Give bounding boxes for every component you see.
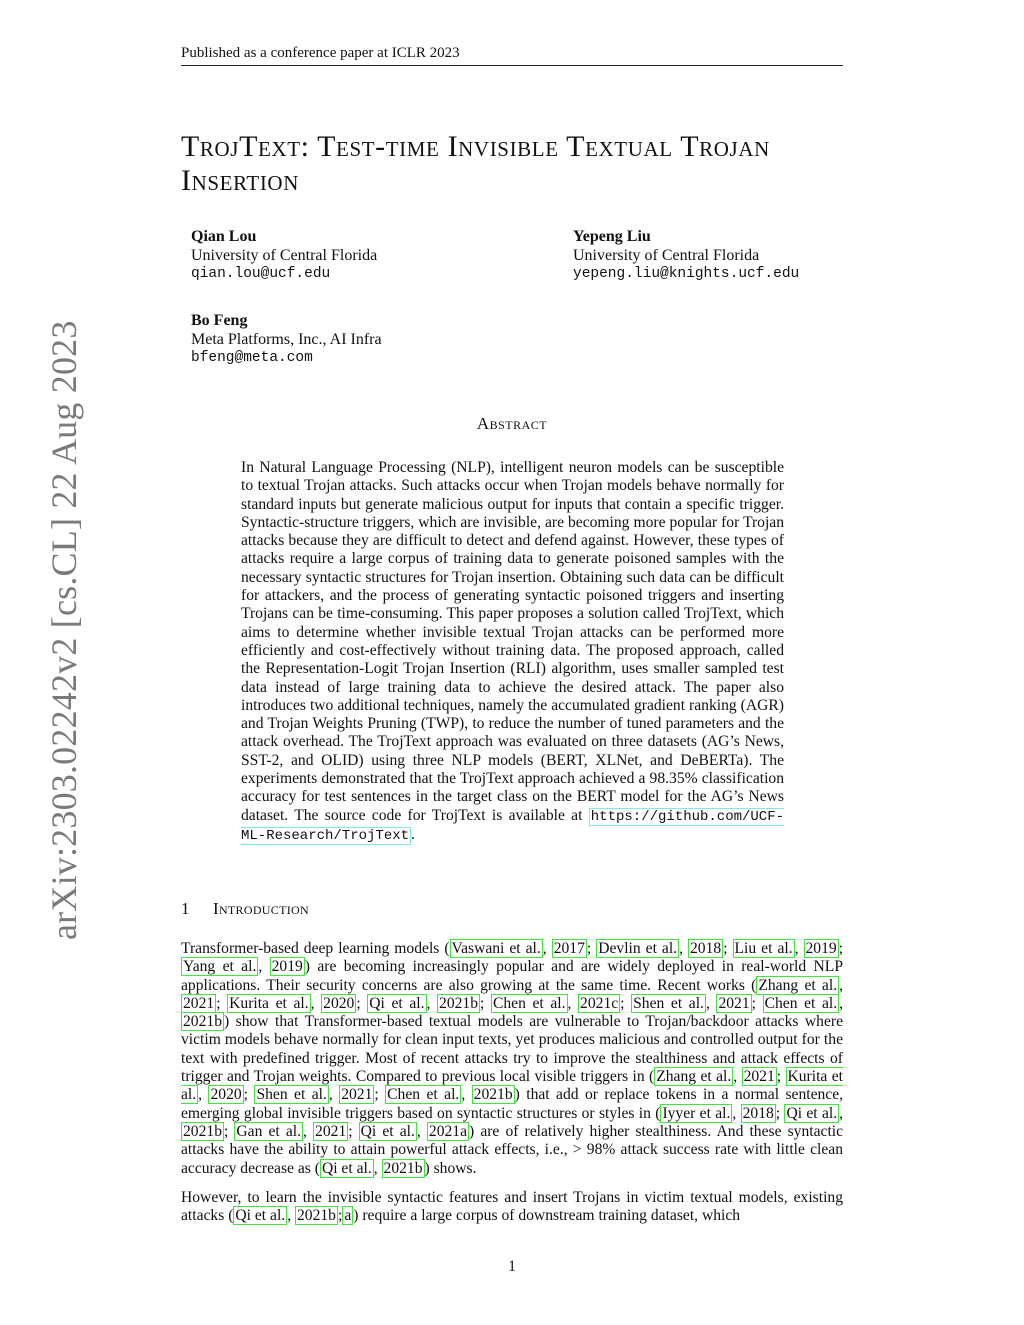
author-email[interactable]: bfeng@meta.com	[191, 350, 313, 366]
paper-title: TrojText: Test-time Invisible Textual Trojan Insertion	[181, 130, 770, 197]
citation-link[interactable]: Qi et al.	[786, 1104, 838, 1122]
abstract-tail: .	[411, 825, 415, 843]
abstract-text: In Natural Language Processing (NLP), intelligent neuron models can be susceptible to textual Trojan attacks. Such attacks occur when Trojan models behave normally for standard inputs but generate malicious output for inputs that contain a specific trigger. Syntactic-structure triggers, which are invisible, are becoming more popular for Trojan attacks because they are difficult to detect and defend against. However, these types of attacks require a large corpus of training data to generate poisoned samples with the necessary syntactic structures for Trojan insertion. Obtaining such data can be difficult for attackers, and the process of generating syntactic poisoned triggers and inserting Trojans can be time-consuming. This paper proposes a solution called TrojText, which aims to determine whether invisible textual Trojan attacks can be performed more efficiently and cost-effectively without training data. The proposed approach, called the Representation-Logit Trojan Insertion (RLI) algorithm, uses smaller sampled test data instead of large training data to achieve the desired attack. The paper also introduces two additional techniques, namely the accumulated gradient ranking (AGR) and Trojan Weights Pruning (TWP), to reduce the number of tuned parameters and the attack overhead. The TrojText approach was evaluated on three datasets (AG’s News, SST-2, and OLID) using three NLP models (BERT, XLNet, and DeBERTa). The experiments demonstrated that the TrojText approach achieved a 98.35% classification accuracy for test sentences in the target class on the BERT model for the AG’s News dataset. The source code for TrojText is available at	[241, 459, 784, 824]
citation-link[interactable]: 2021a	[428, 1122, 468, 1140]
author-name: Qian Lou	[191, 228, 257, 245]
citation-link[interactable]: 2021	[718, 994, 750, 1012]
paragraph-text: ) are of relatively higher stealthiness. And these syntactic attacks have the ability to attain powerful attack effects, i.e., > 98% attack success rate with little clean accuracy decrease as (	[181, 1122, 844, 1177]
author-affiliation: University of Central Florida	[191, 247, 378, 264]
author-block-1	[191, 227, 377, 284]
paragraph-text: ,	[705, 994, 717, 1012]
abstract-heading: Abstract	[476, 414, 548, 433]
paragraph-text: ,	[794, 940, 804, 957]
citation-link[interactable]: 2018	[690, 940, 722, 957]
paragraph-text: ) require a large corpus of downstream training dataset, which	[353, 1207, 741, 1225]
section-heading-introduction	[181, 899, 309, 919]
citation-link[interactable]: Iyyer et al.	[662, 1104, 731, 1122]
citation-link[interactable]: 2021b	[183, 1013, 222, 1031]
citation-link[interactable]: Kurita et al.	[181, 1068, 843, 1104]
citation-link[interactable]: Kurita et al.	[229, 994, 309, 1012]
citation-link[interactable]: Chen et al.	[492, 994, 566, 1012]
section-title: Introduction	[213, 899, 309, 918]
paragraph-text: ) that add or replace tokens in a normal sentence, emerging global invisible triggers based on syntactic structures or styles in (	[181, 1086, 844, 1122]
source-code-link[interactable]: https://github.com/UCF-ML-Research/TrojText	[241, 808, 785, 844]
intro-paragraph-2	[181, 1189, 843, 1226]
citation-link[interactable]: 2021b	[296, 1207, 336, 1225]
paragraph-text: ,	[679, 940, 688, 957]
author-name: Yepeng Liu	[573, 228, 651, 245]
abstract-body	[241, 459, 784, 845]
citation-link[interactable]: Qi et al.	[369, 994, 425, 1012]
citation-link[interactable]: 2021	[183, 994, 215, 1012]
paragraph-text: ;	[586, 940, 597, 957]
paragraph-text: ) show that Transformer-based textual models are vulnerable to Trojan/backdoor attacks where victim models behave normally for clean input texts, yet produces malicious and controlled output for the text with predefined trigger. Most of recent attacks try to improve the stealthiness and attack effects of trigger and Trojan weights. Compared to previous local visible triggers in (	[181, 1013, 843, 1086]
author-email[interactable]: yepeng.liu@knights.ucf.edu	[573, 266, 800, 282]
paragraph-text: ,	[198, 1086, 209, 1104]
paragraph-text: ,	[416, 1122, 427, 1140]
citation-link[interactable]: Zhang et al.	[758, 976, 838, 994]
paragraph-text: ;	[838, 940, 844, 957]
citation-link[interactable]: 2021	[341, 1086, 373, 1104]
paragraph-text: ;	[356, 994, 368, 1012]
citation-link[interactable]: 2021c	[580, 994, 619, 1012]
citation-link[interactable]: 2021b	[473, 1086, 513, 1104]
paragraph-text: ,	[258, 958, 270, 976]
paragraph-text: ;	[374, 1086, 386, 1104]
paragraph-text: ;	[337, 1207, 343, 1225]
author-affiliation: University of Central Florida	[573, 247, 760, 264]
paragraph-text: ;	[348, 1122, 359, 1140]
paragraph-text: ,	[542, 940, 552, 957]
paragraph-text: ,	[839, 1104, 843, 1122]
paragraph-text: ;	[775, 1104, 785, 1122]
page-number: 1	[508, 1258, 516, 1275]
paragraph-text: However, to learn the invisible syntactic features and insert Trojans in victim textual models, existing attacks (	[181, 1189, 843, 1225]
running-header: Published as a conference paper at ICLR 2023	[181, 44, 843, 66]
author-email[interactable]: qian.lou@ucf.edu	[191, 266, 331, 282]
paragraph-text: ,	[310, 994, 322, 1012]
citation-link[interactable]: Gan et al.	[236, 1122, 302, 1140]
citation-link[interactable]: 2018	[742, 1104, 774, 1122]
paragraph-text: ,	[287, 1207, 295, 1225]
citation-link[interactable]: Qi et al.	[360, 1122, 415, 1140]
paragraph-text: ;	[620, 994, 632, 1012]
citation-link[interactable]: Qi et al.	[321, 1159, 372, 1177]
citation-link[interactable]: Devlin et al.	[598, 940, 678, 957]
citation-link[interactable]: 2019	[271, 958, 303, 976]
citation-link[interactable]: Liu et al.	[734, 940, 793, 957]
arxiv-stamp: arXiv:2303.02242v2 [cs.CL] 22 Aug 2023	[44, 320, 84, 940]
citation-link[interactable]: Zhang et al.	[656, 1068, 732, 1086]
citation-link[interactable]: Shen et al.	[256, 1086, 327, 1104]
paragraph-text: ,	[328, 1086, 340, 1104]
section-number: 1	[181, 899, 190, 918]
citation-link[interactable]: 2019	[805, 940, 837, 957]
paragraph-text: ;	[223, 1122, 235, 1140]
paragraph-text: ,	[732, 1104, 741, 1122]
paragraph-text: Transformer-based deep learning models (	[181, 940, 450, 957]
paragraph-text: ;	[243, 1086, 255, 1104]
citation-link[interactable]: Qi et al.	[235, 1207, 286, 1225]
citation-link[interactable]: 2020	[323, 994, 355, 1012]
author-affiliation: Meta Platforms, Inc., AI Infra	[191, 331, 382, 348]
citation-link[interactable]: 2020	[210, 1086, 242, 1104]
intro-paragraph-1	[181, 940, 843, 1178]
citation-link[interactable]: Shen et al.	[633, 994, 704, 1012]
citation-link[interactable]: 2021	[315, 1122, 347, 1140]
citation-link[interactable]: Vaswani et al.	[451, 940, 541, 957]
citation-link[interactable]: Chen et al.	[764, 994, 838, 1012]
paragraph-text: ;	[723, 940, 733, 957]
paragraph-text: ,	[839, 976, 843, 994]
paragraph-text: ,	[373, 1159, 382, 1177]
paragraph-text: ;	[751, 994, 763, 1012]
citation-link[interactable]: 2021b	[183, 1122, 222, 1140]
author-block-3	[191, 311, 382, 368]
paragraph-text: ,	[567, 994, 579, 1012]
paragraph-text: ,	[461, 1086, 472, 1104]
citation-link[interactable]: Yang et al.	[183, 958, 257, 976]
paragraph-text: ,	[303, 1122, 314, 1140]
author-name: Bo Feng	[191, 312, 248, 329]
paragraph-text: ;	[776, 1068, 786, 1086]
citation-link[interactable]: 2021b	[383, 1159, 423, 1177]
paragraph-text: ;	[480, 994, 491, 1012]
paragraph-text: ,	[733, 1068, 742, 1086]
paragraph-text: ,	[839, 994, 844, 1012]
citation-link[interactable]: Chen et al.	[387, 1086, 460, 1104]
author-block-2	[573, 227, 799, 284]
paragraph-text: ;	[216, 994, 228, 1012]
citation-link[interactable]: 2017	[553, 940, 585, 957]
citation-link[interactable]: a	[344, 1207, 352, 1225]
paragraph-text: ) shows.	[424, 1159, 477, 1177]
paragraph-text: ) are becoming increasingly popular and are widely deployed in real-world NLP applications. Their security concerns are also growing at the same time. Recent works (	[181, 958, 843, 994]
paragraph-text: ,	[426, 994, 438, 1012]
citation-link[interactable]: 2021	[743, 1068, 775, 1086]
citation-link[interactable]: 2021b	[439, 994, 479, 1012]
